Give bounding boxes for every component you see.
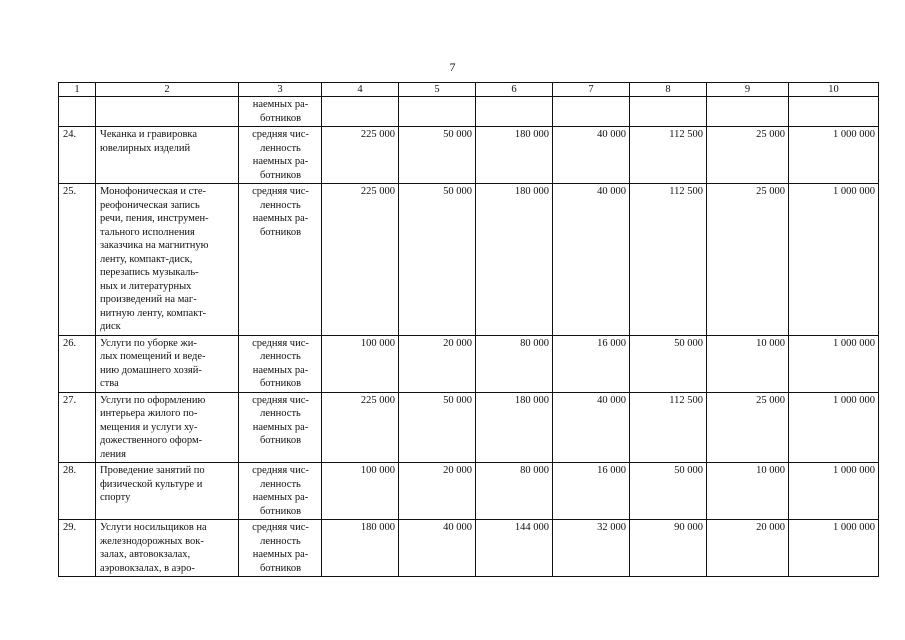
service-name — [96, 97, 239, 127]
value-cell: 25 000 — [707, 392, 789, 463]
value-cell: 225 000 — [322, 127, 399, 184]
value-cell: 180 000 — [476, 184, 553, 336]
value-cell: 180 000 — [476, 392, 553, 463]
service-name: Услуги по уборке жи- лых помещений и веде- нию домашнего хозяй- ства — [96, 335, 239, 392]
service-name: Услуги по оформлению интерьера жилого по- мещения и услуги ху- дожественного оформ- ления — [96, 392, 239, 463]
value-cell — [630, 97, 707, 127]
value-cell: 50 000 — [399, 392, 476, 463]
physical-indicator: средняя чис- ленность наемных ра- ботников — [239, 184, 322, 336]
column-header: 3 — [239, 83, 322, 97]
column-header: 5 — [399, 83, 476, 97]
value-cell — [789, 97, 879, 127]
value-cell: 90 000 — [630, 520, 707, 577]
column-header: 9 — [707, 83, 789, 97]
row-number: 24. — [59, 127, 96, 184]
column-header: 1 — [59, 83, 96, 97]
value-cell: 112 500 — [630, 127, 707, 184]
table-row — [59, 97, 879, 127]
value-cell: 112 500 — [630, 392, 707, 463]
physical-indicator: средняя чис- ленность наемных ра- ботников — [239, 335, 322, 392]
value-cell — [399, 97, 476, 127]
value-cell: 100 000 — [322, 335, 399, 392]
table-row — [59, 463, 879, 520]
value-cell: 16 000 — [553, 335, 630, 392]
value-cell: 32 000 — [553, 520, 630, 577]
column-header: 4 — [322, 83, 399, 97]
service-name: Проведение занятий по физической культуре и спорту — [96, 463, 239, 520]
row-number: 29. — [59, 520, 96, 577]
column-header: 10 — [789, 83, 879, 97]
value-cell — [322, 97, 399, 127]
tax-rates-table — [58, 82, 879, 577]
physical-indicator: средняя чис- ленность наемных ра- ботников — [239, 463, 322, 520]
value-cell: 144 000 — [476, 520, 553, 577]
service-name: Услуги носильщиков на железнодорожных вок- залах, автовокзалах, аэровокзалах, в аэро- — [96, 520, 239, 577]
service-name: Монофоническая и сте- реофоническая запись речи, пения, инструмен- тального исполнения заказчика на магнитную ленту, компакт-диск, перезапись музыкаль- ных и литературных произведений на маг- нитную ленту, компакт- диск — [96, 184, 239, 336]
value-cell: 1 000 000 — [789, 392, 879, 463]
physical-indicator: наемных ра- ботников — [239, 97, 322, 127]
value-cell: 1 000 000 — [789, 127, 879, 184]
value-cell: 225 000 — [322, 392, 399, 463]
value-cell: 80 000 — [476, 463, 553, 520]
value-cell — [553, 97, 630, 127]
value-cell: 180 000 — [476, 127, 553, 184]
row-number — [59, 97, 96, 127]
value-cell: 20 000 — [399, 463, 476, 520]
value-cell: 40 000 — [399, 520, 476, 577]
value-cell: 20 000 — [707, 520, 789, 577]
value-cell: 225 000 — [322, 184, 399, 336]
table-row — [59, 335, 879, 392]
value-cell: 50 000 — [399, 127, 476, 184]
table-row — [59, 127, 879, 184]
value-cell: 25 000 — [707, 127, 789, 184]
value-cell: 20 000 — [399, 335, 476, 392]
value-cell: 100 000 — [322, 463, 399, 520]
value-cell: 50 000 — [399, 184, 476, 336]
physical-indicator: средняя чис- ленность наемных ра- ботников — [239, 520, 322, 577]
value-cell: 16 000 — [553, 463, 630, 520]
value-cell — [476, 97, 553, 127]
value-cell — [707, 97, 789, 127]
row-number: 27. — [59, 392, 96, 463]
row-number: 25. — [59, 184, 96, 336]
column-header: 2 — [96, 83, 239, 97]
value-cell: 1 000 000 — [789, 520, 879, 577]
value-cell: 1 000 000 — [789, 463, 879, 520]
column-header: 7 — [553, 83, 630, 97]
physical-indicator: средняя чис- ленность наемных ра- ботников — [239, 127, 322, 184]
value-cell: 1 000 000 — [789, 184, 879, 336]
column-header: 6 — [476, 83, 553, 97]
value-cell: 80 000 — [476, 335, 553, 392]
row-number: 28. — [59, 463, 96, 520]
table-row — [59, 184, 879, 336]
value-cell: 180 000 — [322, 520, 399, 577]
service-name: Чеканка и гравировка ювелирных изделий — [96, 127, 239, 184]
value-cell: 40 000 — [553, 127, 630, 184]
value-cell: 10 000 — [707, 463, 789, 520]
page-number: 7 — [449, 60, 456, 74]
row-number: 26. — [59, 335, 96, 392]
physical-indicator: средняя чис- ленность наемных ра- ботников — [239, 392, 322, 463]
value-cell: 40 000 — [553, 392, 630, 463]
value-cell: 25 000 — [707, 184, 789, 336]
header-row — [59, 83, 879, 97]
value-cell: 112 500 — [630, 184, 707, 336]
table-row — [59, 392, 879, 463]
table-row — [59, 520, 879, 577]
value-cell: 40 000 — [553, 184, 630, 336]
column-header: 8 — [630, 83, 707, 97]
value-cell: 50 000 — [630, 335, 707, 392]
value-cell: 50 000 — [630, 463, 707, 520]
value-cell: 1 000 000 — [789, 335, 879, 392]
value-cell: 10 000 — [707, 335, 789, 392]
